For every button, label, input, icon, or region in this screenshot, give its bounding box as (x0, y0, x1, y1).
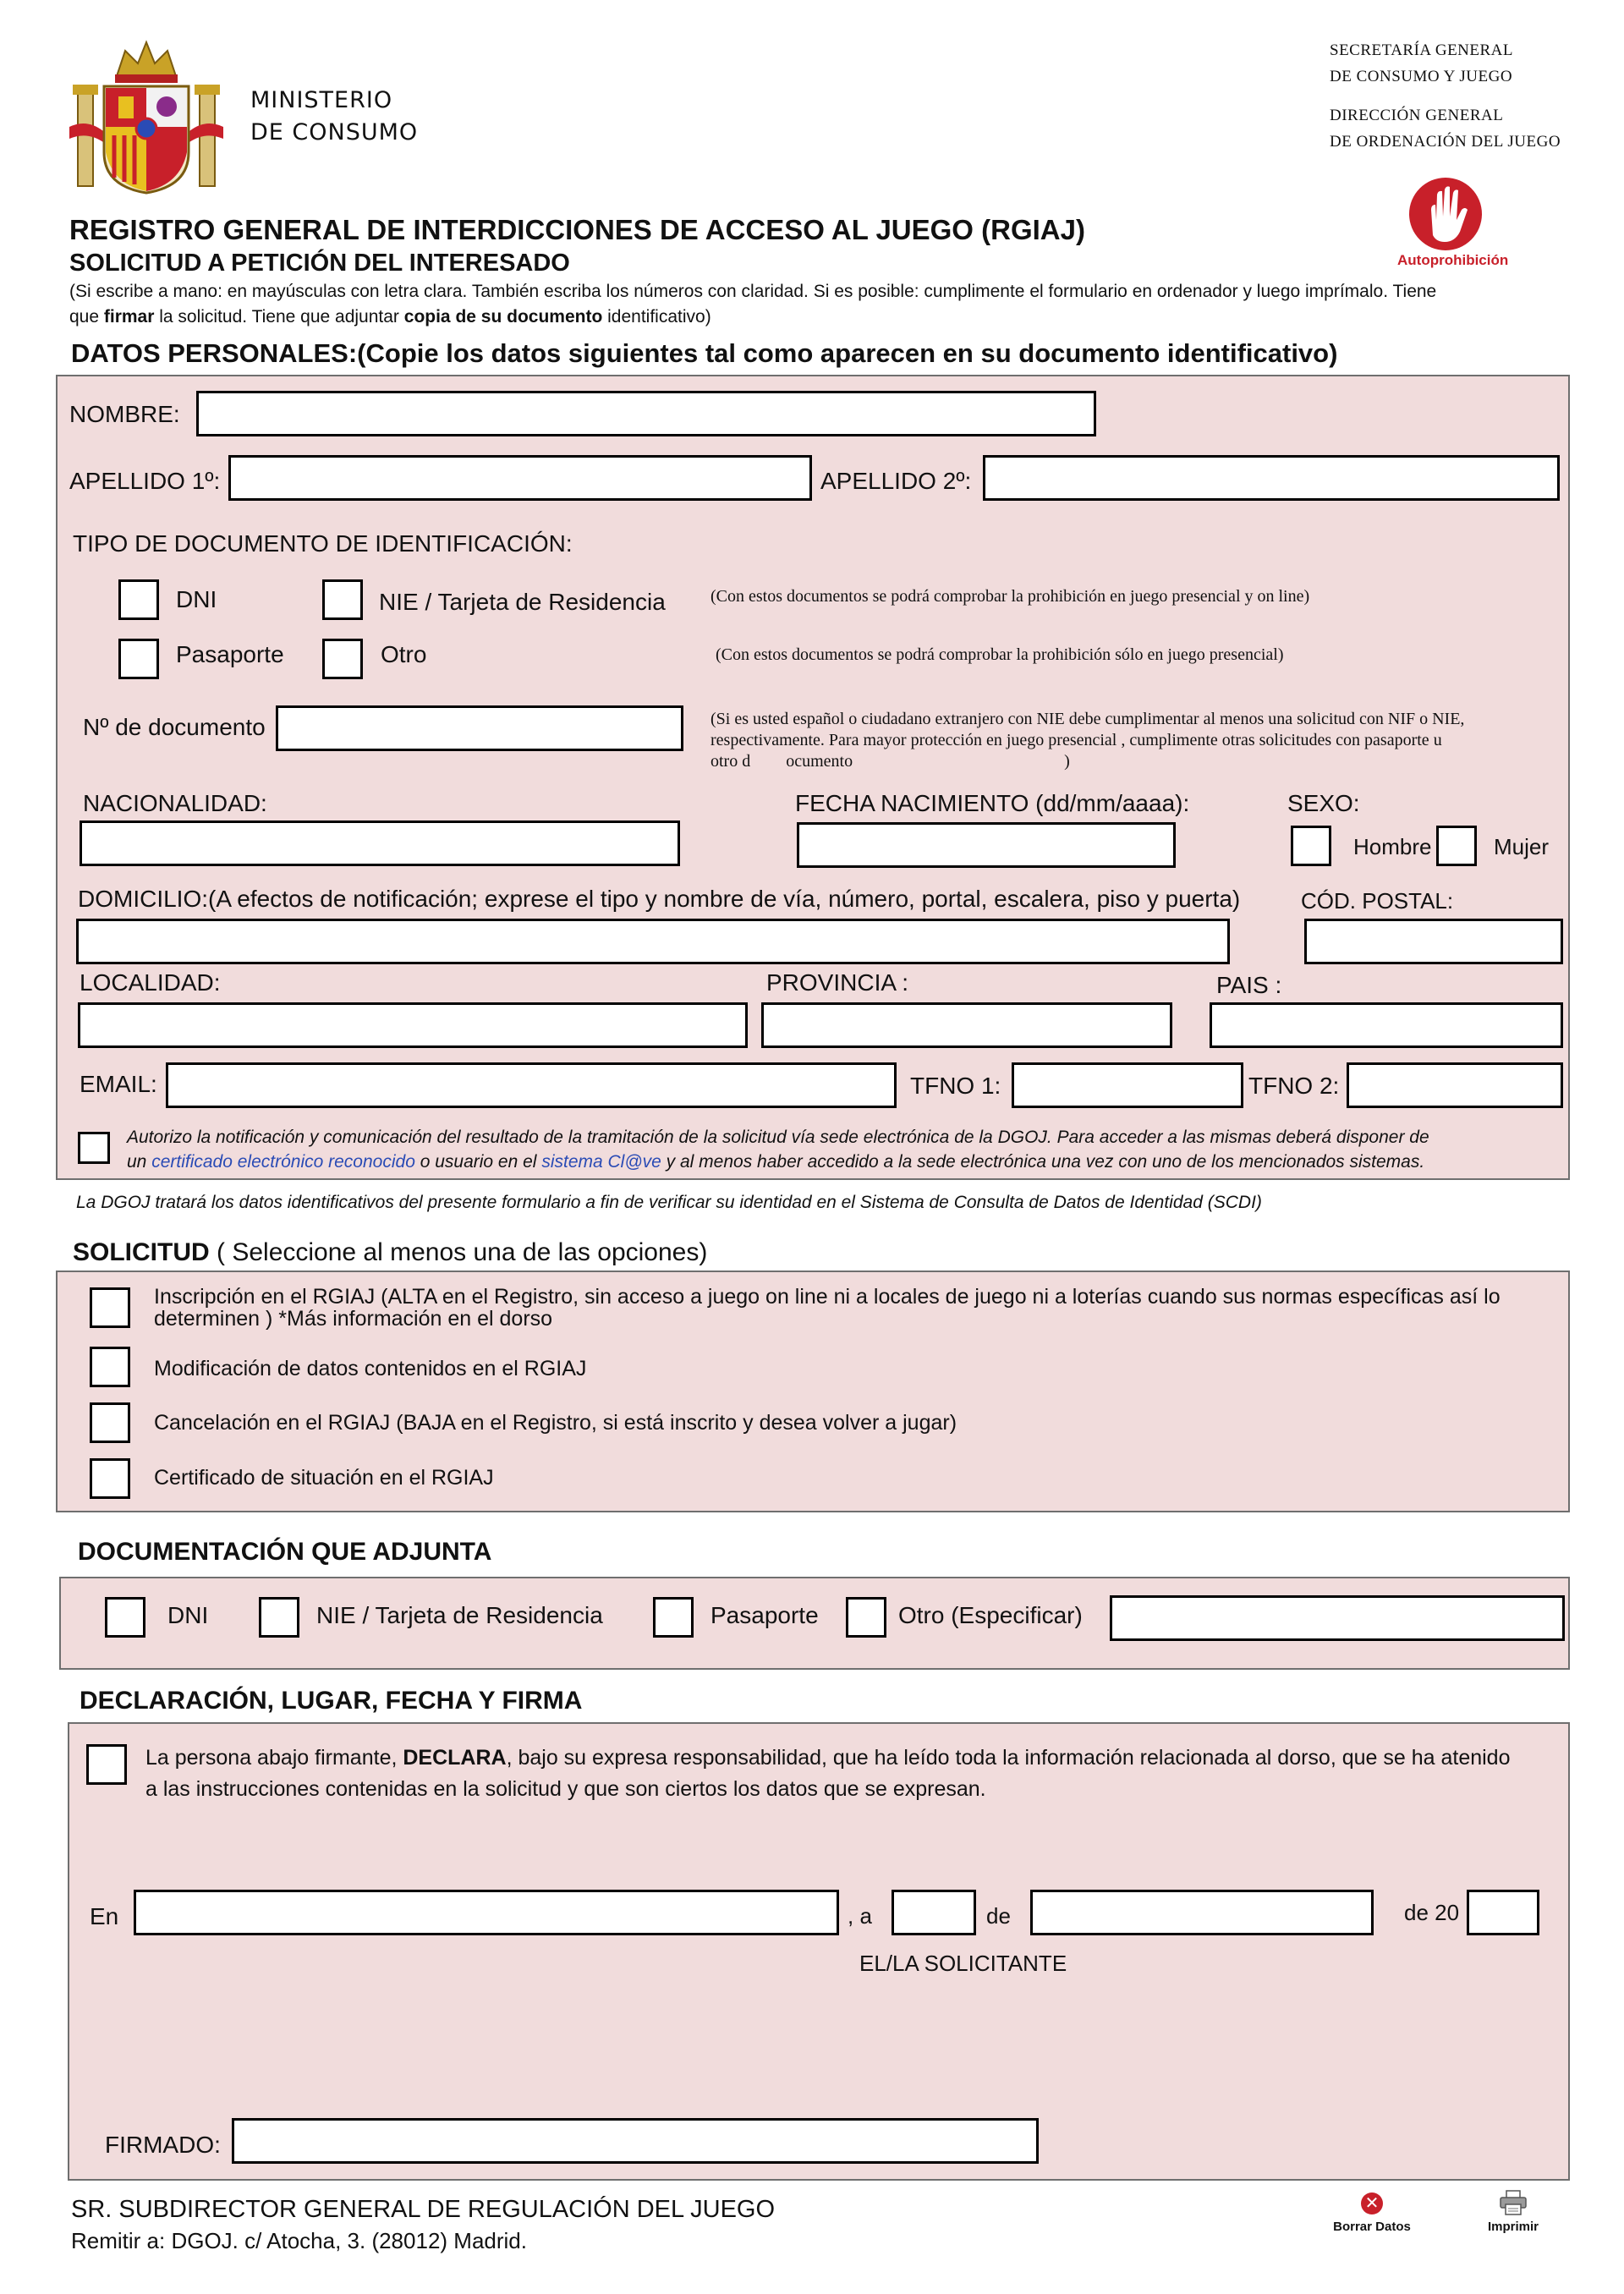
dni-label: DNI (176, 586, 217, 612)
certificado-label: Certificado de situación en el RGIAJ (154, 1466, 494, 1490)
footer-recipient: SR. SUBDIRECTOR GENERAL DE REGULACIÓN DEL JUEGO (71, 2196, 776, 2223)
secretaria-line-2: DE CONSUMO Y JUEGO (1330, 68, 1513, 85)
solicitante-label: EL/LA SOLICITANTE (859, 1951, 1067, 1976)
solicitud-heading: SOLICITUD ( Seleccione al menos una de las opciones) (73, 1238, 708, 1266)
declaracion-heading: DECLARACIÓN, LUGAR, FECHA Y FIRMA (80, 1687, 583, 1715)
fecha-nacimiento-label: FECHA NACIMIENTO (dd/mm/aaaa): (795, 790, 1190, 816)
online-note: (Con estos documentos se podrá comprobar la prohibición en juego presencial y on line) (710, 587, 1310, 606)
ministry-line-2: DE CONSUMO (250, 119, 419, 145)
email-label: EMAIL: (80, 1071, 157, 1097)
coat-of-arms-logo (66, 34, 227, 196)
printer-icon (1499, 2189, 1528, 2216)
scdi-note: La DGOJ tratará los datos identificativos del presente formulario a fin de verificar su identidad en el Sistema de Consulta de Datos de Identidad (SCDI) (76, 1193, 1262, 1212)
firmado-field[interactable] (232, 2118, 1039, 2164)
de-20-label: de 20 (1404, 1900, 1460, 1925)
dni-checkbox[interactable] (118, 579, 159, 620)
doc-dni-label: DNI (167, 1602, 209, 1628)
doc-otro-field[interactable] (1110, 1595, 1565, 1641)
pasaporte-label: Pasaporte (176, 641, 284, 667)
ministry-line-1: MINISTERIO (250, 87, 393, 113)
fecha-nacimiento-field[interactable] (797, 822, 1176, 868)
declaracion-line-2: a las instrucciones contenidas en la solicitud y que son ciertos los datos que se expresan. (145, 1777, 986, 1801)
num-documento-label: Nº de documento (83, 714, 266, 740)
cancelacion-checkbox[interactable] (90, 1402, 130, 1443)
hombre-checkbox[interactable] (1291, 826, 1331, 866)
autorizo-text (127, 1125, 1429, 1174)
num-documento-note (710, 709, 1464, 772)
footer-address: Remitir a: DGOJ. c/ Atocha, 3. (28012) Madrid. (71, 2228, 527, 2253)
autoprohibicion-hand-icon (1407, 176, 1484, 252)
certificado-link[interactable]: certificado electrónico reconocido (151, 1152, 415, 1172)
mujer-label: Mujer (1494, 834, 1550, 859)
declaro-checkbox[interactable] (86, 1744, 127, 1785)
modificacion-checkbox[interactable] (90, 1347, 130, 1387)
nie-label: NIE / Tarjeta de Residencia (379, 589, 666, 615)
num-documento-field[interactable] (276, 705, 683, 751)
certificado-checkbox[interactable] (90, 1458, 130, 1499)
autorizo-line-2: un certificado electrónico reconocido o usuario en el sistema Cl@ve y al menos haber accedido a la sede electrónica una vez con uno de los mencionados sistemas. (127, 1152, 1425, 1172)
dia-field[interactable] (892, 1890, 976, 1935)
form-instructions (69, 279, 1436, 330)
instructions-line-2: que firmar la solicitud. Tiene que adjuntar copia de su documento identificativo) (69, 307, 711, 327)
secretaria-block (1330, 37, 1561, 155)
form-title: REGISTRO GENERAL DE INTERDICCIONES DE ACCESO AL JUEGO (RGIAJ) (69, 214, 1085, 245)
ministry-name (250, 85, 418, 149)
num-note-line-1: (Si es usted español o ciudadano extranjero con NIE debe cumplimentar al menos una solicitud con NIF o NIE, (710, 710, 1465, 728)
apellido2-field[interactable] (983, 455, 1560, 501)
imprimir-label: Imprimir (1487, 2220, 1539, 2234)
cod-postal-field[interactable] (1304, 919, 1563, 964)
direccion-line-1: DIRECCIÓN GENERAL (1330, 107, 1504, 124)
firmado-label: FIRMADO: (105, 2132, 221, 2158)
mes-field[interactable] (1030, 1890, 1374, 1935)
lugar-field[interactable] (134, 1890, 839, 1935)
tipo-documento-label: TIPO DE DOCUMENTO DE IDENTIFICACIÓN: (73, 530, 573, 557)
num-note-line-3: otro d ocumento ) (710, 752, 1070, 771)
tfno2-field[interactable] (1347, 1062, 1563, 1108)
autorizo-line-1: Autorizo la notificación y comunicación del resultado de la tramitación de la solicitud vía sede electrónica de la DGOJ. Para acceder a las mismas deberá disponer de (127, 1128, 1429, 1147)
clave-link[interactable]: sistema Cl@ve (541, 1152, 661, 1172)
cod-postal-label: CÓD. POSTAL: (1301, 888, 1454, 914)
documentacion-heading: DOCUMENTACIÓN QUE ADJUNTA (78, 1538, 492, 1566)
provincia-field[interactable] (761, 1002, 1172, 1048)
doc-dni-checkbox[interactable] (105, 1597, 145, 1638)
pasaporte-checkbox[interactable] (118, 639, 159, 679)
inscripcion-checkbox[interactable] (90, 1287, 130, 1328)
doc-pasaporte-label: Pasaporte (710, 1602, 819, 1628)
instructions-line-1: (Si escribe a mano: en mayúsculas con letra clara. También escriba los números con claridad. Si es posible: cumplimente el formulario en ordenador y luego imprímalo. Tiene (69, 282, 1437, 301)
hombre-label: Hombre (1353, 834, 1432, 859)
email-field[interactable] (166, 1062, 897, 1108)
imprimir-button[interactable] (1475, 2189, 1551, 2234)
doc-nie-checkbox[interactable] (259, 1597, 299, 1638)
tfno1-field[interactable] (1012, 1062, 1243, 1108)
mujer-checkbox[interactable] (1436, 826, 1477, 866)
doc-otro-label: Otro (Especificar) (898, 1602, 1083, 1628)
doc-pasaporte-checkbox[interactable] (653, 1597, 694, 1638)
anio-field[interactable] (1467, 1890, 1539, 1935)
nacionalidad-field[interactable] (80, 820, 680, 866)
tfno2-label: TFNO 2: (1248, 1073, 1340, 1099)
autorizo-checkbox[interactable] (78, 1132, 110, 1164)
apellido2-label: APELLIDO 2º: (820, 468, 972, 494)
nombre-field[interactable] (196, 391, 1096, 436)
domicilio-field[interactable] (76, 919, 1230, 964)
otro-label: Otro (381, 641, 427, 667)
localidad-label: LOCALIDAD: (80, 969, 221, 996)
apellido1-label: APELLIDO 1º: (69, 468, 221, 494)
declaracion-text (145, 1742, 1511, 1805)
de-label: de (986, 1903, 1011, 1929)
pais-label: PAIS : (1216, 972, 1282, 998)
localidad-field[interactable] (78, 1002, 748, 1048)
doc-otro-checkbox[interactable] (846, 1597, 886, 1638)
close-icon: ✕ (1361, 2192, 1383, 2214)
tfno1-label: TFNO 1: (910, 1073, 1001, 1099)
autoprohibicion-caption: Autoprohibición (1397, 252, 1509, 268)
inscripcion-label: Inscripción en el RGIAJ (ALTA en el Registro, sin acceso a juego on line ni a locales de juego ni a loterías cuando sus normas específicas así lo determinen ) *Más información en el dorso (154, 1285, 1501, 1331)
sexo-label: SEXO: (1287, 790, 1360, 816)
secretaria-line-1: SECRETARÍA GENERAL (1330, 41, 1514, 59)
domicilio-label: DOMICILIO:(A efectos de notificación; exprese el tipo y nombre de vía, número, portal, escalera, piso y puerta) (78, 886, 1241, 912)
en-label: En (90, 1903, 119, 1929)
cancelacion-label: Cancelación en el RGIAJ (BAJA en el Registro, si está inscrito y desea volver a jugar) (154, 1411, 957, 1435)
provincia-label: PROVINCIA : (766, 969, 909, 996)
form-subtitle: SOLICITUD A PETICIÓN DEL INTERESADO (69, 250, 570, 277)
pais-field[interactable] (1210, 1002, 1563, 1048)
doc-nie-label: NIE / Tarjeta de Residencia (316, 1602, 603, 1628)
modificacion-label: Modificación de datos contenidos en el RGIAJ (154, 1357, 587, 1380)
presencial-note: (Con estos documentos se podrá comprobar la prohibición sólo en juego presencial) (716, 645, 1284, 664)
coma-a-label: , a (848, 1903, 872, 1929)
declaracion-line-1: La persona abajo firmante, DECLARA, bajo su expresa responsabilidad, que ha leído toda la información relacionada al dorso, que se ha atenido (145, 1746, 1511, 1770)
apellido1-field[interactable] (228, 455, 812, 501)
nacionalidad-label: NACIONALIDAD: (83, 790, 267, 816)
borrar-datos-button[interactable] (1330, 2192, 1414, 2234)
nie-checkbox[interactable] (322, 579, 363, 620)
otro-checkbox[interactable] (322, 639, 363, 679)
borrar-datos-label: Borrar Datos (1333, 2220, 1411, 2234)
personal-data-heading: DATOS PERSONALES:(Copie los datos siguientes tal como aparecen en su documento identificativo) (71, 338, 1338, 368)
num-note-line-2: respectivamente. Para mayor protección en juego presencial , cumplimente otras solicitudes con pasaporte u (710, 731, 1442, 749)
nombre-label: NOMBRE: (69, 401, 180, 427)
direccion-line-2: DE ORDENACIÓN DEL JUEGO (1330, 133, 1561, 151)
